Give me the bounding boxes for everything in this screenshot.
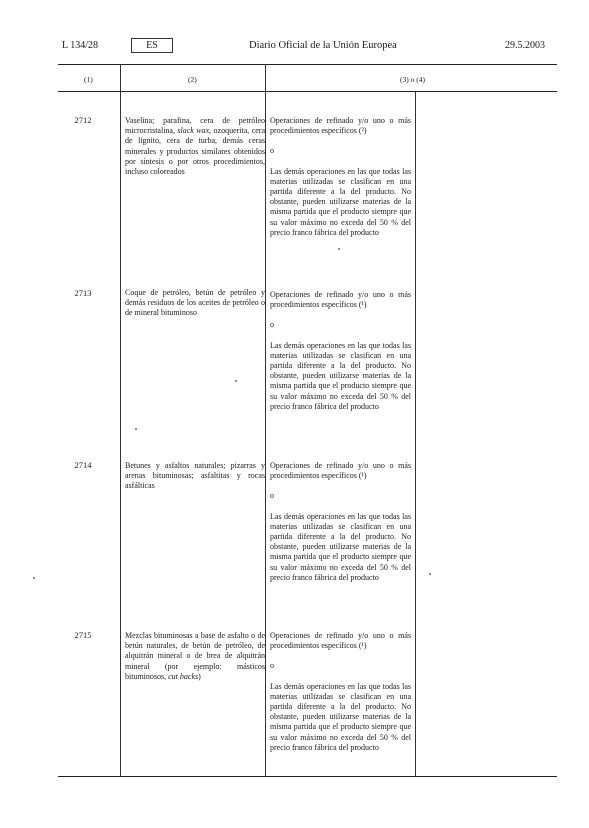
rule-refining: Operaciones de refinado y/o uno o más procedimientos específicos (¹) (270, 461, 411, 481)
rule-other-operations: Las demás operaciones en las que todas las materias utilizadas se clasifican en una partida diferente a la del producto. No obstante, pueden utilizarse materias de la misma partida que el producto siempre que su valor máximo no exceda del 50 % del precio franco fábrica del producto (270, 511, 411, 582)
rule-or: o (270, 661, 274, 671)
scan-speck (33, 577, 35, 579)
description-text: , ozoquerita, cera de lignito, cera de turba, demás ceras minerales y productos similares obtenidos por síntesis o por otros procedimientos, incluso coloreados (125, 126, 266, 177)
product-description (125, 116, 265, 177)
scan-speck (235, 380, 237, 382)
table-top-rule (58, 64, 557, 65)
rule-or: o (270, 491, 274, 501)
column-divider-1 (120, 64, 121, 776)
heading-code: 2715 (74, 630, 92, 640)
rule-other-operations: Las demás operaciones en las que todas las materias utilizadas se clasifican en una partida diferente a la del producto. No obstante, pueden utilizarse materias de la misma partida que el producto siempre que su valor máximo no exceda del 50 % del precio franco fábrica del producto (270, 340, 411, 411)
description-italic: slack wax (177, 126, 210, 136)
heading-code: 2712 (74, 115, 92, 125)
header-bottom-rule (58, 91, 557, 92)
origin-rule (270, 290, 411, 412)
origin-rule (270, 116, 411, 238)
description-text: Mezclas bituminosas a base de asfalto o de betún naturales, de betún de petróleo, de alquitrán mineral o de brea de alquitrán mineral (por ejemplo: másticos bituminosos, (125, 631, 265, 681)
rule-or: o (270, 146, 274, 156)
column-header-1: (1) (84, 75, 93, 84)
column-header-2: (2) (188, 75, 197, 84)
column-divider-2 (265, 64, 266, 776)
scan-speck (338, 248, 340, 250)
description-italic: cut backs (168, 671, 199, 681)
language-box: ES (131, 38, 173, 53)
page-reference: L 134/28 (62, 40, 99, 51)
rule-refining: Operaciones de refinado y/o uno o más procedimientos específicos (¹) (270, 631, 411, 651)
product-description (125, 631, 265, 682)
description-text: Coque de petróleo, betún de petróleo y demás residuos de los aceites de petróleo o de mineral bituminoso (125, 288, 265, 318)
rule-refining: Operaciones de refinado y/o uno o más procedimientos específicos (¹) (270, 290, 411, 310)
column-divider-3 (415, 91, 416, 776)
publication-date: 29.5.2003 (505, 40, 545, 51)
description-text: Vaselina; parafina, cera de petróleo microcristalina, (125, 116, 265, 136)
scan-speck (429, 573, 431, 575)
description-text: ) (198, 671, 201, 681)
rule-or: o (270, 320, 274, 330)
column-header-34: (3) o (4) (400, 75, 425, 84)
rule-other-operations: Las demás operaciones en las que todas las materias utilizadas se clasifican en una partida diferente a la del producto. No obstante, pueden utilizarse materias de la misma partida que el producto siempre que su valor máximo no exceda del 50 % del precio franco fábrica del producto (270, 166, 411, 237)
table-bottom-rule (58, 776, 557, 777)
product-description (125, 288, 265, 319)
description-text: Betunes y asfaltos naturales; pizarras y arenas bituminosas; asfaltitas y rocas asfálticas (125, 461, 265, 491)
scan-speck (135, 428, 137, 430)
origin-rule (270, 461, 411, 583)
rule-refining: Operaciones de refinado y/o uno o más procedimientos específicos (²) (270, 116, 411, 136)
rule-other-operations: Las demás operaciones en las que todas las materias utilizadas se clasifican en una partida diferente a la del producto. No obstante, pueden utilizarse materias de la misma partida que el producto siempre que su valor máximo no exceda del 50 % del precio franco fábrica del producto (270, 681, 411, 752)
heading-code: 2713 (74, 288, 92, 298)
product-description (125, 461, 265, 492)
journal-title: Diario Oficial de la Unión Europea (249, 40, 397, 51)
origin-rule (270, 631, 411, 753)
heading-code: 2714 (74, 460, 92, 470)
